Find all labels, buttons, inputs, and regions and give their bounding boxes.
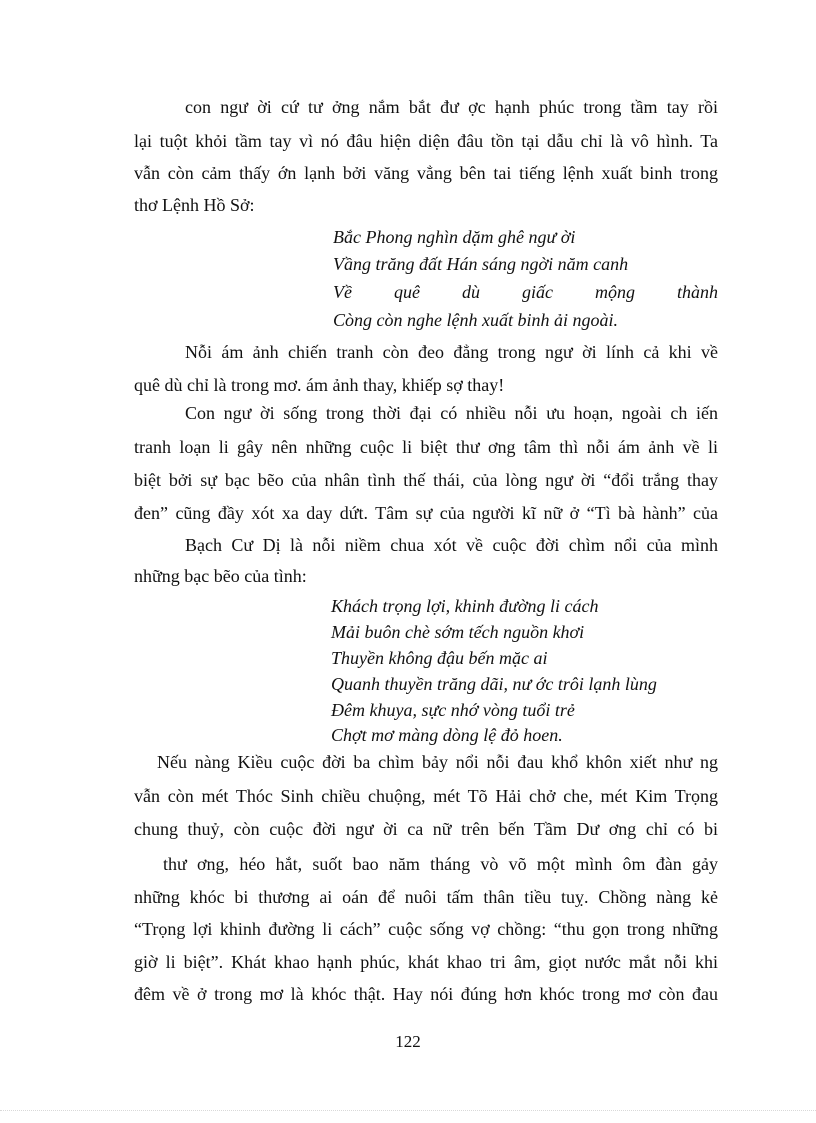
paragraph-3-line-5: Bạch Cư Dị là nỗi niềm chua xót về cuộc đời chìm nổi của mình <box>185 535 718 555</box>
poem-2-line-6: Chợt mơ màng dòng lệ đỏ hoen. <box>331 725 563 745</box>
poem-2-line-4: Quanh thuyền trăng dãi, nư ớc trôi lạnh lùng <box>331 674 657 694</box>
paragraph-2-line-1: Nỗi ám ảnh chiến tranh còn đeo đẳng trong ngư ời lính cả khi về <box>185 342 718 362</box>
paragraph-3-line-2: tranh loạn li gây nên những cuộc li biệt thư ơng tâm thì nỗi ám ảnh về li <box>134 437 718 457</box>
paragraph-4-line-1: Nếu nàng Kiều cuộc đời ba chìm bảy nổi nỗi đau khổ khôn xiết như ng <box>157 752 718 772</box>
poem-1-line-2: Vầng trăng đất Hán sáng ngời năm canh <box>333 254 629 274</box>
paragraph-4-line-2: vẫn còn mét Thóc Sinh chiều chuộng, mét Tõ Hải chở che, mét Kim Trọng <box>134 786 718 806</box>
paragraph-4-line-6: “Trọng lợi khinh đường li cách” cuộc sống vợ chồng: “thu gọn trong những <box>134 919 718 939</box>
paragraph-4-line-7: giờ li biệt”. Khát khao hạnh phúc, khát khao tri âm, giọt nước mắt nỗi khi <box>134 952 718 972</box>
paragraph-1-line-1: con ngư ời cứ tư ởng nắm bắt đư ợc hạnh phúc trong tầm tay rồi <box>185 97 718 117</box>
paragraph-3-line-4: đen” cũng đầy xót xa day dứt. Tâm sự của người kĩ nữ ở “Tì bà hành” của <box>134 503 718 523</box>
paragraph-4-line-3: chung thuỷ, còn cuộc đời ngư ời ca nữ trên bến Tầm Dư ơng chỉ có bi <box>134 819 718 839</box>
paragraph-4-line-8: đêm về ở trong mơ là khóc thật. Hay nói đúng hơn khóc trong mơ còn đau <box>134 984 718 1004</box>
poem-1-line-1: Bắc Phong nghìn dặm ghê ngư ời <box>333 227 576 247</box>
poem-2-line-5: Đêm khuya, sực nhớ vòng tuổi trẻ <box>331 700 575 720</box>
paragraph-1-line-4: thơ Lệnh Hồ Sở: <box>134 195 255 215</box>
poem-2-line-1: Khách trọng lợi, khinh đường li cách <box>331 596 599 616</box>
paragraph-3-line-1: Con ngư ời sống trong thời đại có nhiều nỗi ưu hoạn, ngoài ch iến <box>185 403 718 423</box>
bottom-dotted-border <box>0 1110 816 1111</box>
poem-1-line-3: Về quê dù giấc mộng thành <box>333 282 718 302</box>
page-number: 122 <box>395 1032 421 1051</box>
poem-2-line-2: Mải buôn chè sớm tếch nguồn khơi <box>331 622 585 642</box>
paragraph-4-line-5: những khóc bi thương ai oán để nuôi tấm thân tiều tuỵ. Chồng nàng kẻ <box>134 887 718 907</box>
paragraph-3-line-3: biệt bởi sự bạc bẽo của nhân tình thế thái, của lòng ngư ời “đổi trắng thay <box>134 470 718 490</box>
paragraph-3-line-6: những bạc bẽo của tình: <box>134 566 307 586</box>
paragraph-1-line-3: vẫn còn cảm thấy ớn lạnh bởi văng vẳng bên tai tiếng lệnh xuất binh trong <box>134 163 718 183</box>
paragraph-4-line-4: thư ơng, héo hắt, suốt bao năm tháng vò võ một mình ôm đàn gảy <box>163 854 718 874</box>
poem-2-line-3: Thuyền không đậu bến mặc ai <box>331 648 548 668</box>
poem-1-line-4: Còng còn nghe lệnh xuất binh ải ngoài. <box>333 310 618 330</box>
paragraph-1-line-2: lại tuột khỏi tầm tay vì nó đâu hiện diện đâu tồn tại dẫu chỉ là vô hình. Ta <box>134 131 718 151</box>
paragraph-2-line-2: quê dù chỉ là trong mơ. ám ảnh thay, khiếp sợ thay! <box>134 375 505 395</box>
